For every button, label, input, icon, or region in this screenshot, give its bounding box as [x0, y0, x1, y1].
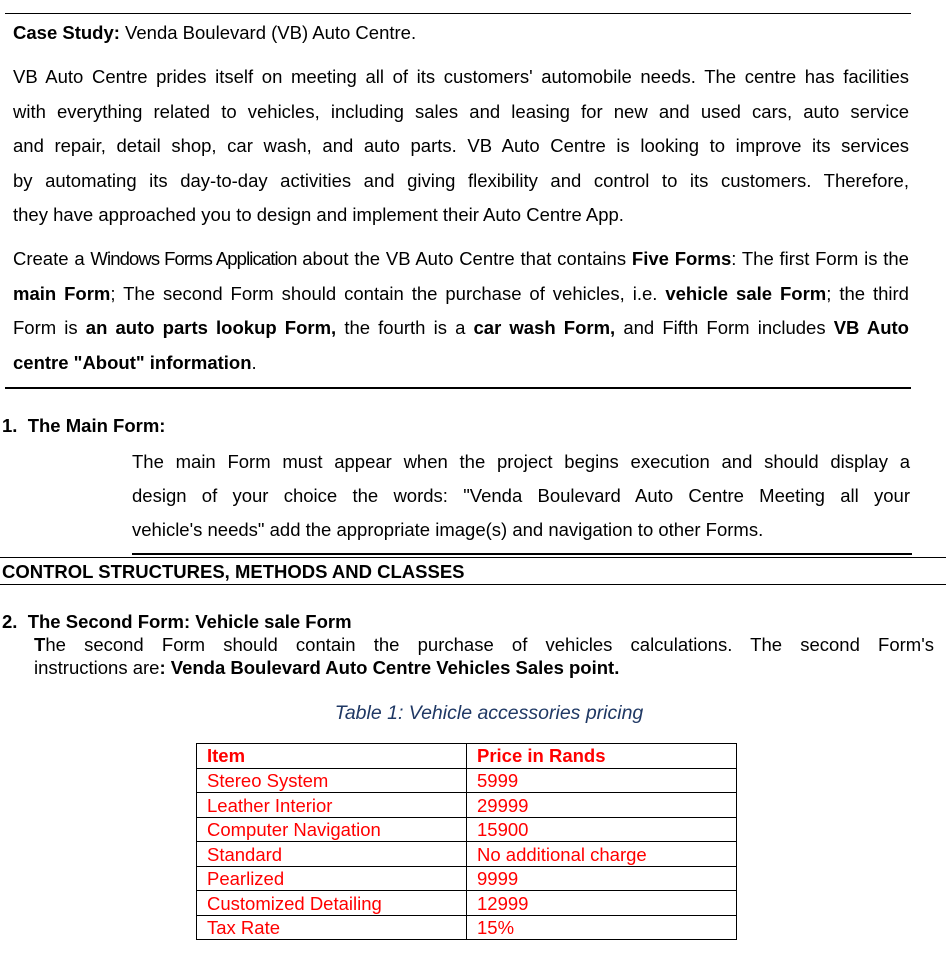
table-row — [197, 866, 737, 891]
control-bottom-rule — [0, 584, 946, 585]
auto-parts-text: an auto parts lookup Form, — [85, 317, 337, 338]
intro-line: VB Auto Centre prides itself on meeting all of its customers' automobile needs. The centre has facilities — [13, 66, 909, 87]
table-cell-price: 29999 — [467, 793, 737, 818]
task-text: the fourth is a — [336, 317, 474, 338]
task-text: ; The second Form should contain the purchase of vehicles, i.e. — [110, 282, 666, 304]
table-cell-item: Pearlized — [197, 866, 467, 891]
table-row — [197, 842, 737, 867]
section1-line: The main Form must appear when the project begins execution and should display a — [132, 451, 910, 472]
five-forms-text: Five Forms — [631, 248, 732, 269]
intro-line: they have approached you to design and implement their Auto Centre App. — [13, 204, 624, 225]
section2-bold-letter: T — [34, 634, 46, 655]
task-text: and Fifth Form includes — [615, 317, 834, 338]
table-cell-item: Computer Navigation — [197, 817, 467, 842]
table-cell-price: No additional charge — [467, 842, 737, 867]
table-cell-item: Customized Detailing — [197, 891, 467, 916]
task-text: Create a — [13, 248, 91, 269]
table-cell-item: Standard — [197, 842, 467, 867]
table-header-price: Price in Rands — [467, 744, 737, 769]
table-header-item: Item — [197, 744, 467, 769]
control-structures-heading: CONTROL STRUCTURES, METHODS AND CLASSES — [2, 561, 465, 582]
task-text: . — [251, 351, 257, 373]
control-top-rule-thin — [0, 557, 946, 558]
section1-heading: 1. The Main Form: — [2, 415, 166, 436]
table-cell-price: 15% — [467, 915, 737, 940]
table-row — [197, 915, 737, 940]
table-header-row — [197, 744, 737, 769]
table-row — [197, 768, 737, 793]
table-row — [197, 891, 737, 916]
table-row — [197, 817, 737, 842]
accessories-table — [196, 743, 737, 940]
vehicle-sale-form-text: vehicle sale Form — [665, 282, 827, 304]
section-rule — [5, 387, 911, 389]
table-cell-price: 5999 — [467, 768, 737, 793]
intro-paragraph — [13, 60, 909, 233]
case-study-label: Case Study: — [13, 22, 120, 43]
table-cell-price: 12999 — [467, 891, 737, 916]
windows-forms-text: Windows Forms Application — [90, 248, 297, 269]
case-study-name: Venda Boulevard (VB) Auto Centre. — [119, 22, 417, 43]
table-cell-item: Stereo System — [197, 768, 467, 793]
top-rule — [5, 13, 911, 14]
section1-line: design of your choice the words: "Venda Boulevard Auto Centre Meeting all your — [132, 485, 910, 506]
section2-line: he second Form should contain the purchase of vehicles calculations. The second Form's — [45, 634, 934, 655]
section1-body — [132, 445, 910, 547]
intro-line: by automating its day-to-day activities and giving flexibility and control to its customers. Therefore, — [13, 169, 909, 191]
table-row — [197, 793, 737, 818]
car-wash-text: car wash Form, — [473, 317, 616, 338]
intro-line: and repair, detail shop, car wash, and auto parts. VB Auto Centre is looking to improve its services — [13, 135, 909, 156]
about-text: VB Auto centre "About" information — [13, 317, 909, 373]
task-text: ; the third Form is — [13, 282, 909, 338]
table-caption: Table 1: Vehicle accessories pricing — [334, 702, 644, 724]
table-cell-price: 15900 — [467, 817, 737, 842]
main-form-text: main Form — [13, 282, 111, 304]
sales-point-text: : Venda Boulevard Auto Centre Vehicles Sales point. — [159, 657, 620, 678]
table-cell-item: Leather Interior — [197, 793, 467, 818]
section2-body — [34, 633, 934, 679]
section2-heading: 2. The Second Form: Vehicle sale Form — [2, 611, 352, 632]
section1-line: vehicle's needs" add the appropriate image(s) and navigation to other Forms. — [132, 519, 764, 540]
task-text: : The first Form is the — [731, 248, 909, 269]
control-top-rule — [132, 553, 912, 555]
table-cell-price: 9999 — [467, 866, 737, 891]
section2-line: instructions are — [34, 657, 160, 678]
table-cell-item: Tax Rate — [197, 915, 467, 940]
intro-line: with everything related to vehicles, including sales and leasing for new and used cars, auto service — [13, 100, 909, 122]
case-study-title — [13, 22, 416, 44]
task-paragraph — [13, 242, 909, 380]
task-text: about the VB Auto Centre that contains — [296, 248, 632, 269]
